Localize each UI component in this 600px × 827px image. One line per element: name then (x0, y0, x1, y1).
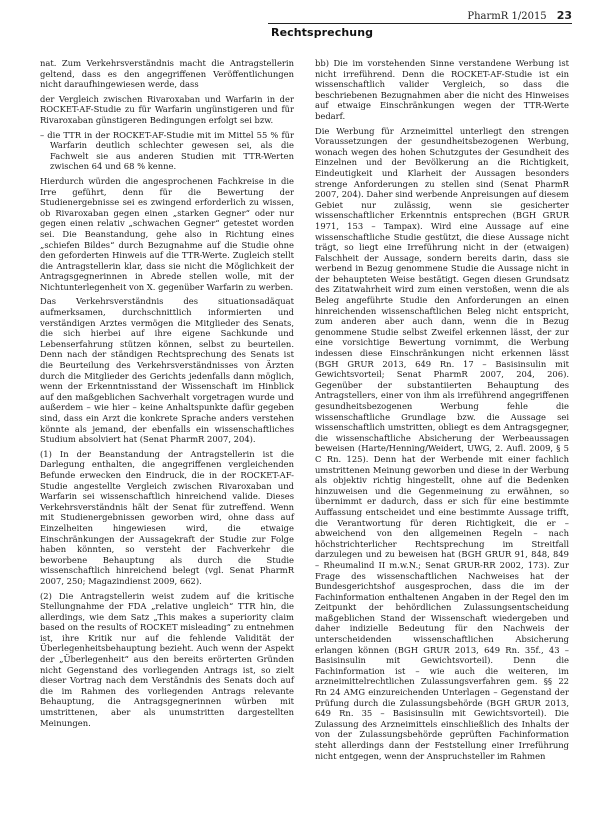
journal-reference: PharmR 1/2015 (467, 11, 547, 22)
running-header (467, 9, 572, 22)
paragraph: bb) Die im vorstehenden Sinne verstandene Werbung ist nicht irreführend. Denn die ROCKET-AF-Studie ist ein wissenschaftlich valider Vergleich, so dass die beschriebenen Bezugnahmen aber die nicht des Hinweises auf etwaige Einschränkungen wegen der TTR-Werte bedarf. (315, 58, 569, 121)
left-column (40, 58, 294, 732)
paragraph: Das Verkehrsverständnis des situationsadäquat aufmerksamen, durchschnittlich informierten und verständigen Arztes vermögen die Mitglieder des Senats, die sich hierbei auf ihre eigene Sachkunde und Lebenserfahrung stützen können, selbst zu beurteilen. Denn nach der ständigen Rechtsprechung des Senats ist die Beurteilung des Verkehrsverständnisses von Ärzten durch die Mitglieder des Gerichts jedenfalls dann möglich, wenn der Erkenntnisstand der Wissenschaft im Hinblick auf den maßgeblichen Sachverhalt vorgetragen wurde und außerdem – wie hier – keine Anhaltspunkte dafür gegeben sind, dass ein Arzt die konkrete Sprache anders verstehen könnte als jemand, der ebenfalls ein wissenschaftliches Studium absolviert hat (Senat PharmR 2007, 204). (40, 296, 294, 445)
page-number: 23 (556, 9, 572, 22)
list-item: – die TTR in der ROCKET-AF-Studie mit im Mittel 55 % für Warfarin deutlich schlechter gewesen sei, als die Fachwelt sie aus anderen Studien mit TTR-Werten zwischen 64 und 68 % kenne. (40, 129, 294, 172)
paragraph: Die Werbung für Arzneimittel unterliegt den strengen Voraussetzungen der gesundheitsbezogenen Werbung, wonach wegen des hohen Schutzgutes der Gesundheit des Einzelnen und der Bevölkerung an die Richtigkeit, Eindeutigkeit und Klarheit der Aussagen besonders strenge Anforderungen zu stellen sind (Senat PharmR 2007, 204). Daher sind werbende Anpreisungen auf diesem Gebiet nur zulässig, wenn sie gesicherter wissenschaftlicher Erkenntnis entsprechen (BGH GRUR 1971, 153 – Tampax). Wird eine Aussage auf eine wissenschaftliche Studie gestützt, die diese Aussage nicht trägt, so liegt eine Irreführung nicht in der (etwaigen) Falschheit der Aussage, sondern bereits darin, dass sie werbend in Bezug genommene Studie die Aussage nicht in der behaupteten Weise bestätigt. Gegen diesen Grundsatz des Zitatwahrheit wird zum einen verstoßen, wenn die als Beleg angeführte Studie den Anforderungen an einen hinreichenden wissenschaftlichen Beleg nicht entspricht, zum anderen aber auch dann, wenn die in Bezug genommene Studie selbst Zweifel erkennen lässt, der zur eine vorsichtige Bewertung vornimmt, die Werbung indessen diese Einschränkungen nicht erkennen lässt (BGH GRUR 2013, 649 Rn. 17 – Basisinsulin mit Gewichtsvorteil; Senat PharmR 2007, 204, 206). Gegenüber der substantiierten Behauptung des Antragstellers, einer von ihm als irreführend angegriffenen gesundheitsbezogenen Werbung fehle die wissenschaftliche Grundlage bzw. die Aussage sei wissenschaftlich umstritten, obliegt es dem Antragsgegner, die wissenschaftliche Absicherung der Werbeaussagen beweisen (Harte/Henning/Weidert, UWG, 2. Aufl. 2009, § 5 C Rn. 125). Denn hat der Werbende mit einer fachlich umstrittenen Meinung geworben und diese in der Werbung als objektiv richtig hingestellt, ohne auf die Bedenken hinzuweisen und die Gegenmeinung zu erwähnen, so übernimmt er dadurch, dass er sich für eine bestimmte Auffassung entscheidet und eine bestimmte Aussage trifft, die Verantwortung für deren Richtigkeit, die er – abweichend von den allgemeinen Regeln – nach höchstrichterlicher Rechtsprechung im Streitfall darzulegen und zu beweisen hat (BGH GRUR 91, 848, 849 – Rheumalind II m.w.N.; Senat GRUR-RR 2002, 173). Zur Frage des wissenschaftlichen Nachweises hat der Bundesgerichtshof ausgesprochen, dass die im der Fachinformation enthaltenen Angaben in der Regel den im Zeitpunkt der behördlichen Zulassungsentscheidung maßgeblichen Stand der Wissenschaft wiedergeben und daher indizielle Bedeutung für den Nachweis der unterscheidenden wissenschaftlichen Absicherung erlangen können (BGH GRUR 2013, 649 Rn. 35f., 43 – Basisinsulin mit Gewichtsvorteil). Denn die Fachinformation ist – wie auch die weiteren, im arzneimittelrechtlichen Zulassungsverfahren gem. §§ 22 Rn 24 AMG einzureichenden Unterlagen – Gegenstand der Prüfung durch die Zulassungsbehörde (BGH GRUR 2013, 649 Rn. 35 – Basisinsulin mit Gewichtsvorteil). Die Zulassung des Arzneimittels einschließlich des Inhalts der von der Zulassungsbehörde geprüften Fachinformation steht allerdings dann der Feststellung einer Irreführung nicht entgegen, wenn der Anspruchsteller im Rahmen (315, 125, 569, 761)
paragraph: nat. Zum Verkehrsverständnis macht die Antragstellerin geltend, dass es den angegriffenen Veröffentlichungen nicht daraufhingewiesen werde, dass (40, 58, 294, 90)
section-title: Rechtsprechung (271, 26, 374, 39)
paragraph: Hierdurch würden die angesprochenen Fachkreise in die Irre geführt, denn für die Bewertung der Studienergebnisse sei es zwingend erforderlich zu wissen, ob Rivaroxaban gegen einen „starken Gegner“ oder nur gegen einen relativ „schwachen Gegner“ getestet worden sei. Die Beanstandung, gehe also in Richtung eines „schiefen Bildes“ durch Bezugnahme auf die Studie ohne den geforderten Hinweis auf die TTR-Werte. Zugleich stellt die Antragstellerin klar, dass sie nicht die Möglichkeit der Antragsgegnerinnen in Abrede stellen wolle, mit der Nichtunterlegenheit von X. gegenüber Warfarin zu werben. (40, 175, 294, 292)
header-rule (268, 23, 572, 24)
paragraph: (1) In der Beanstandung der Antragstellerin ist die Darlegung enthalten, die angegriffenen vergleichenden Befunde erwecken den Eindruck, die in der ROCKET-AF-Studie angestellte Vergleich zwischen Rivaroxaban und Warfarin sei wissenschaftlich hinreichend valide. Dieses Verkehrsverständnis hält der Senat für zutreffend. Wenn mit Studienergebnissen geworben wird, ohne dass auf Einzelheiten hingewiesen wird, die etwaige Einschränkungen der Aussagekraft der Studie zur Folge haben könnten, so versteht der Fachverkehr die beworbene Behauptung als durch die Studie wissenschaftlich hinreichend belegt (vgl. Senat PharmR 2007, 250; Magazindienst 2009, 662). (40, 448, 294, 586)
paragraph: der Vergleich zwischen Rivaroxaban und Warfarin in der ROCKET-AF-Studie zu für Warfarin ungünstigeren und für Rivaroxaban günstigeren Bedingungen erfolgt sei bzw. (40, 93, 294, 125)
right-column (315, 58, 569, 765)
paragraph: (2) Die Antragstellerin weist zudem auf die kritische Stellungnahme der FDA „relative ungleich“ TTR hin, die allerdings, wie dem Satz „This makes a superiority claim based on the results of ROCKET misleading“ zu entnehmen ist, ihre Kritik nur auf die fehlende Validität der Überlegenheitsbehauptung bezieht. Auch wenn der Aspekt der „Überlegenheit“ aus den bereits erörterten Gründen nicht Gegenstand des vorliegenden Antrags ist, so zielt dieser Vortrag nach dem Verständnis des Senats doch auf die im Rahmen des vorliegenden Antrags relevante Behauptung, die Antragsgegnerinnen würben mit umstrittenen, aber als unumstritten dargestellten Meinungen. (40, 590, 294, 728)
